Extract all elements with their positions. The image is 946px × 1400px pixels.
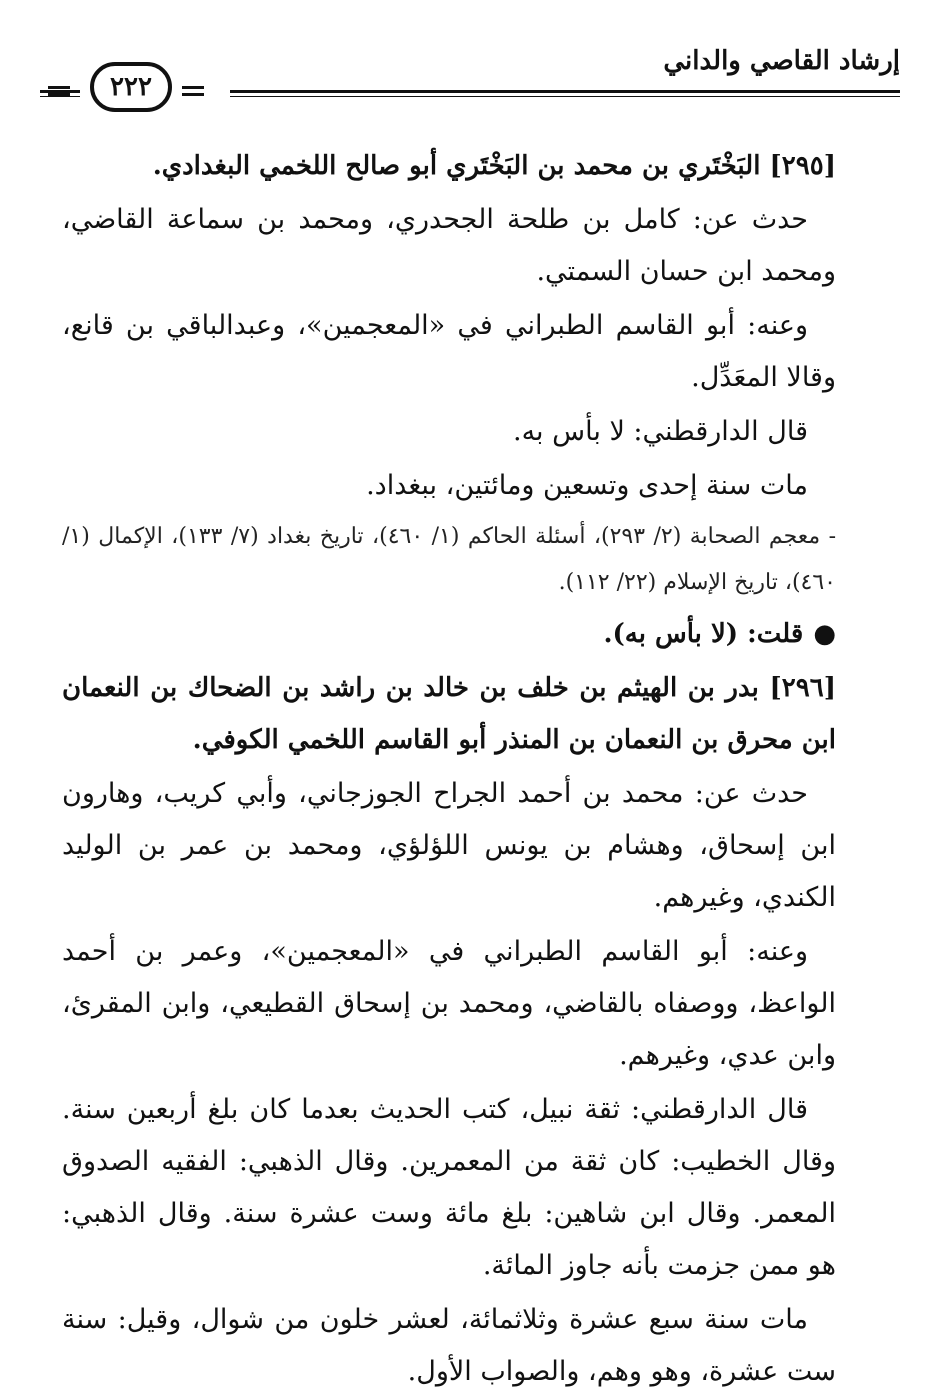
page-header bbox=[40, 38, 900, 108]
entry-295-author-note bbox=[62, 608, 836, 660]
page-number-box bbox=[48, 60, 218, 120]
entry-295-verdict: قال الدارقطني: لا بأس به. bbox=[513, 416, 808, 447]
page-body bbox=[62, 140, 836, 1400]
entry-296-narrators: وعنه: أبو القاسم الطبراني في «المعجمين»، وعمر بن أحمد الواعظ، ووصفاه بالقاضي، ومحمد بن إسحاق القطيعي، وابن المقرئ، وابن عدي، وغيرهم. bbox=[62, 936, 836, 1071]
entry-296-death: مات سنة سبع عشرة وثلاثمائة، لعشر خلون من شوال، وقيل: سنة ست عشرة، وهو وهم، والصواب الأول. bbox=[62, 1304, 836, 1387]
author-note-text: قلت: (لا بأس به). bbox=[603, 619, 804, 649]
entry-295-sources: - معجم الصحابة (٢/ ٢٩٣)، أسئلة الحاكم (١/ ٤٦٠)، تاريخ بغداد (٧/ ١٣٣)، الإكمال (١/ ٤٦٠)، تاريخ الإسلام (٢٢/ ١١٢). bbox=[62, 524, 837, 595]
entry-296-verdict: قال الدارقطني: ثقة نبيل، كتب الحديث بعدما كان بلغ أربعين سنة. وقال الخطيب: كان ثقة من المعمرين. وقال الذهبي: الفقيه الصدوق المعمر. وقال ابن شاهين: بلغ مائة وست عشرة سنة. وقال الذهبي: هو ممن جزمت بأنه جاوز المائة. bbox=[62, 1094, 836, 1281]
page-number-right-dash bbox=[182, 86, 204, 96]
running-title: إرشاد القاصي والداني bbox=[663, 46, 900, 76]
page-number: ٢٢٢ bbox=[90, 62, 172, 112]
entry-295-narrated-from: حدث عن: كامل بن طلحة الجحدري، ومحمد بن سماعة القاضي، ومحمد ابن حسان السمتي. bbox=[62, 204, 836, 287]
entry-296-narrated-from: حدث عن: محمد بن أحمد الجراح الجوزجاني، وأبي كريب، وهارون ابن إسحاق، وهشام بن يونس اللؤلؤي، ومحمد بن عمر بن الوليد الكندي، وغيرهم. bbox=[62, 778, 836, 913]
entry-295-narrators: وعنه: أبو القاسم الطبراني في «المعجمين»، وعبدالباقي بن قانع، وقالا المعَدِّل. bbox=[62, 310, 836, 393]
bullet-dot-icon: ● bbox=[813, 619, 836, 649]
entry-295-death: مات سنة إحدى وتسعين ومائتين، ببغداد. bbox=[366, 470, 808, 501]
entry-heading-295: [٢٩٥] البَخْتَري بن محمد بن البَخْتَري أبو صالح اللخمي البغدادي. bbox=[152, 151, 836, 181]
entry-heading-296: [٢٩٦] بدر بن الهيثم بن خلف بن خالد بن راشد بن الضحاك بن النعمان ابن محرق بن النعمان بن المنذر أبو القاسم اللخمي الكوفي. bbox=[62, 673, 836, 755]
page-number-left-dash bbox=[48, 86, 70, 96]
